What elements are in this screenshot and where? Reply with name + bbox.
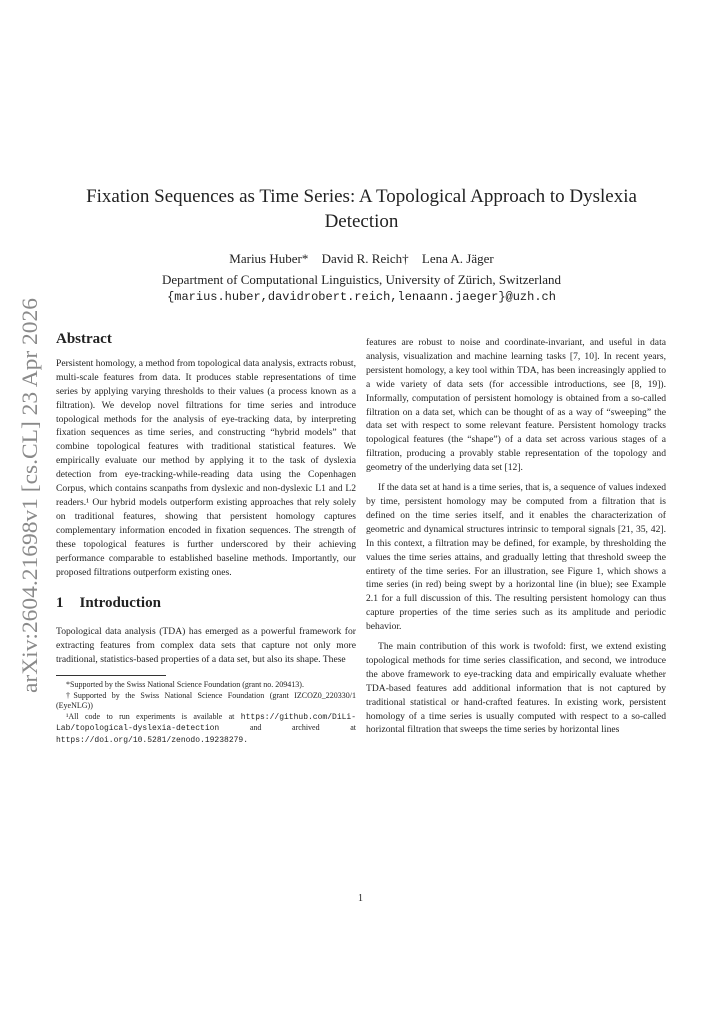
affiliation: Department of Computational Linguistics, University of Zürich, Switzerland (162, 272, 561, 287)
archive-doi-link[interactable]: https://doi.org/10.5281/zenodo.19238279. (56, 735, 249, 745)
abstract-heading: Abstract (56, 331, 112, 347)
footnote-divider (56, 675, 166, 676)
section-number: 1 (56, 595, 64, 612)
footnote-3-middle: and archived at (249, 723, 356, 733)
intro-paragraph-1: Topological data analysis (TDA) has emerged as a powerful framework for extracting features from complex data sets that capture not only more traditional, statistics-based properties of a data set, but also its shape. These (56, 626, 356, 666)
footnote-1: *Supported by the Swiss National Science Foundation (grant no. 209413). (66, 680, 304, 690)
intro-paragraph-2: If the data set at hand is a time series, that is, a sequence of values indexed by time, persistent homology may be computed from a filtration that is defined on the time series itself, and it enables the characterization of geometric and dynamical structures intrinsic to temporal signals [21, 35, 42]. In this context, a filtration may be defined, for example, by thresholding the values the time series attains, and gradually letting that threshold sweep the entirety of the time series. For an illustration, see Figure 1, which shows a time series (in red) being swept by a horizontal line (in blue); see Example 2.1 for a full discussion of this. The resulting persistent homology can thus capture properties of the time series such as its amplitude and periodic behavior. (366, 482, 666, 633)
footnote-3-text: ¹All code to run experiments is available at (66, 711, 235, 721)
author-list (56, 251, 667, 267)
author-emails: {marius.huber,davidrobert.reich,lenaann.jaeger}@uzh.ch (167, 290, 556, 304)
abstract-text: Persistent homology, a method from topological data analysis, extracts robust, multi-scale features from data. It produces stable representations of time series by applying varying thresholds to their values (a process known as a filtration). We develop novel filtrations for time series and introduce topological methods for the analysis of eye-tracking data, by interpreting fixation sequences as time series, and constructing “hybrid models” that combine topological features with traditional statistical features. We empirically evaluate our method by applying it to the task of dyslexia detection from eye-tracking-while-reading data using the Copenhagen Corpus, which contains scanpaths from dyslexic and non-dyslexic L1 and L2 readers.¹ Our hybrid models outperform existing approaches that rely solely on traditional features, showing that persistent homology captures complementary information encoded in fixation sequences. The strength of these topological features is further underscored by their achieving performance comparable to established baseline methods. Importantly, our proposed filtrations outperform existing ones. (56, 357, 356, 578)
section-title: Introduction (79, 595, 161, 612)
arxiv-identifier-stamp (2, 298, 52, 693)
code-repository-link[interactable]: https://github.com/DiLi-Lab/topological-dyslexia-detection (56, 712, 357, 734)
intro-paragraph-1-continued: features are robust to noise and coordinate-invariant, and useful in data analysis, visualization and machine learning tasks [7, 10]. In recent years, persistent homology, a key tool within TDA, has been increasingly applied to a wide variety of data sets (for accessible introductions, see [8, 19]). Informally, computation of persistent homology is obtained from a so-called filtration on a data set, which can be thought of as a way of “sweeping” the data set with respect to some relevant feature. Persistent homology tracks topological features (the “shape”) of a data set across various stages of a filtration, producing a provably stable representation of the topology and geometry of the underlying data set [12]. (366, 337, 666, 474)
left-column (56, 333, 356, 746)
introduction-heading (56, 597, 356, 611)
arxiv-identifier-text: arXiv:2604.21698v1 [cs.CL] 23 Apr 2026 (17, 314, 42, 693)
footnote-3 (56, 712, 356, 747)
author-1: Marius Huber* (229, 251, 309, 266)
page-number: 1 (358, 893, 363, 904)
footnote-2: †Supported by the Swiss National Science Foundation (grant IZCOZ0_220330/1 (EyeNLG)) (56, 690, 356, 711)
paper-title: Fixation Sequences as Time Series: A Topological Approach to Dyslexia Detection (86, 186, 637, 232)
author-3: Lena A. Jäger (421, 251, 494, 266)
right-column (366, 336, 666, 737)
author-2: David R. Reich† (321, 251, 409, 266)
intro-paragraph-3: The main contribution of this work is twofold: first, we extend existing topological methods for time series classification, and second, we introduce the above framework to eye-tracking data and empirically evaluate whether TDA-based features add additional information that is not captured by traditional statistical or hand-crafted features. In existing work, persistent homology of a time series is usually computed with respect to a so-called horizontal filtration that sweeps the time series by horizontal lines (366, 641, 666, 736)
